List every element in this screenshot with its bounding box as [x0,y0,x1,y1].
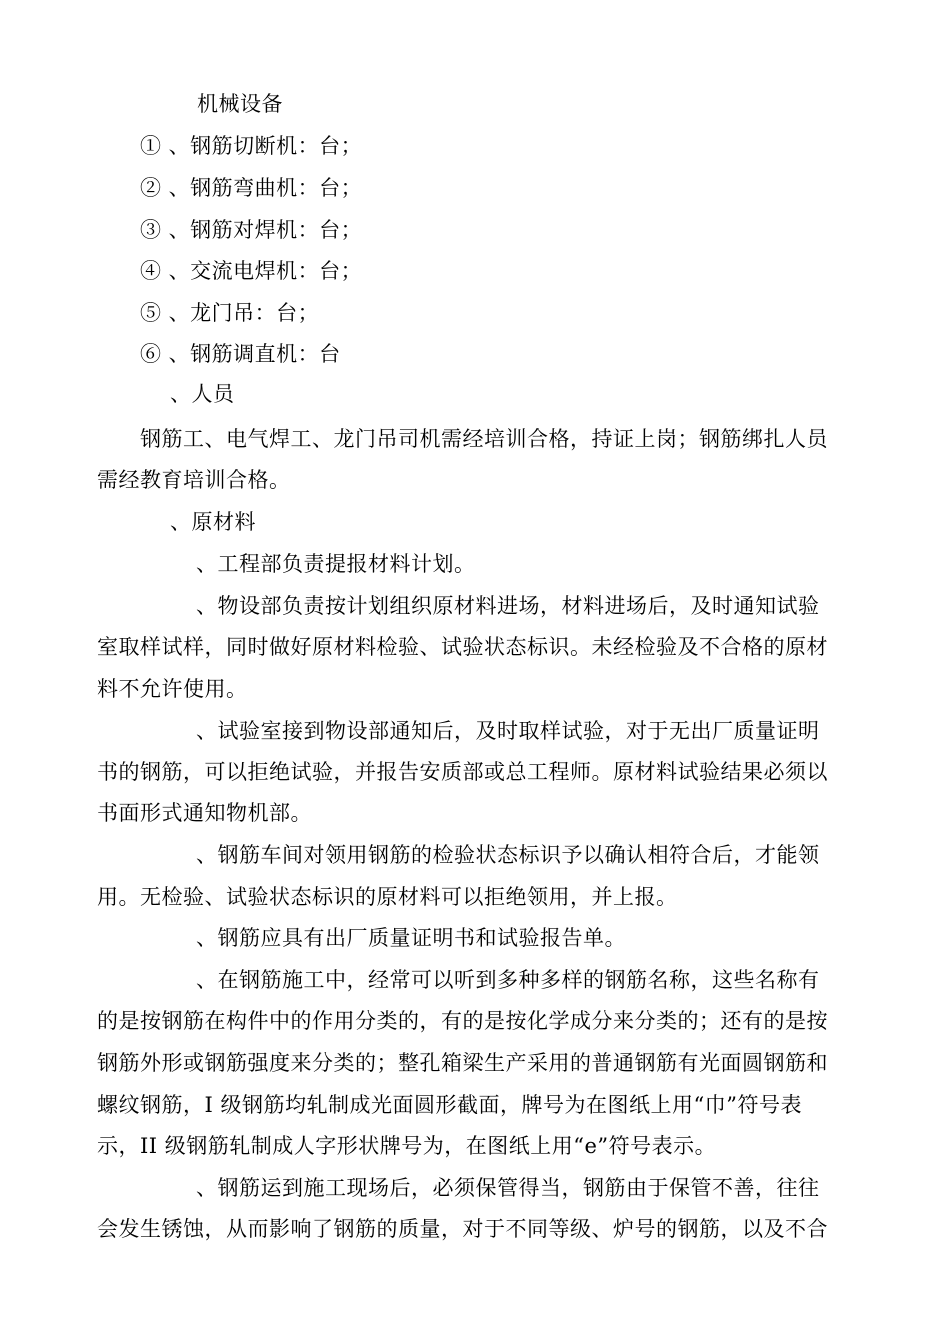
materials-item-6-line-2: 的是按钢筋在构件中的作用分类的，有的是按化学成分来分类的；还有的是按 [97,1009,828,1033]
materials-item-6-line-4: 螺纹钢筋，I 级钢筋均轧制成光面圆形截面，牌号为在图纸上用“巾”符号表 [97,1093,802,1117]
materials-item-2-line-3: 料不允许使用。 [97,677,248,701]
materials-item-5-line-1: 、钢筋应具有出厂质量证明书和试验报告单。 [196,926,626,950]
heading-materials: 、原材料 [170,510,256,534]
materials-item-2-line-1: 、物设部负责按计划组织原材料进场，材料进场后，及时通知试验 [196,594,820,618]
equipment-item-1: ① 、钢筋切断机：台； [140,134,363,158]
materials-item-3-line-1: 、试验室接到物设部通知后，及时取样试验，对于无出厂质量证明 [196,719,820,743]
equipment-item-5: ⑤ 、龙门吊：台； [140,301,320,325]
equipment-item-3: ③ 、钢筋对焊机：台； [140,218,363,242]
personnel-text-line-1: 钢筋工、电气焊工、龙门吊司机需经培训合格，持证上岗；钢筋绑扎人员 [140,427,828,451]
heading-personnel: 、人员 [170,382,235,406]
materials-item-2-line-2: 室取样试样，同时做好原材料检验、试验状态标识。未经检验及不合格的原材 [97,635,828,659]
materials-item-6-line-5: 示，II 级钢筋轧制成人字形状牌号为，在图纸上用“e”符号表示。 [97,1134,717,1158]
materials-item-4-line-2: 用。无检验、试验状态标识的原材料可以拒绝领用，并上报。 [97,885,678,909]
materials-item-3-line-3: 书面形式通知物机部。 [97,801,312,825]
materials-item-6-line-3: 钢筋外形或钢筋强度来分类的；整孔箱梁生产采用的普通钢筋有光面圆钢筋和 [97,1051,828,1075]
equipment-item-4: ④ 、交流电焊机：台； [140,259,363,283]
equipment-item-2: ② 、钢筋弯曲机：台； [140,176,363,200]
materials-item-7-line-2: 会发生锈蚀，从而影响了钢筋的质量，对于不同等级、炉号的钢筋，以及不合 [97,1217,828,1241]
materials-item-6-line-1: 、在钢筋施工中，经常可以听到多种多样的钢筋名称，这些名称有 [196,968,820,992]
materials-item-4-line-1: 、钢筋车间对领用钢筋的检验状态标识予以确认相符合后，才能领 [196,843,820,867]
equipment-item-6: ⑥ 、钢筋调直机：台 [140,342,341,366]
materials-item-1-line-1: 、工程部负责提报材料计划。 [196,552,476,576]
materials-item-7-line-1: 、钢筋运到施工现场后，必须保管得当，钢筋由于保管不善，往往 [196,1176,820,1200]
materials-item-3-line-2: 书的钢筋，可以拒绝试验，并报告安质部或总工程师。原材料试验结果必须以 [97,760,828,784]
personnel-text-line-2: 需经教育培训合格。 [97,468,291,492]
heading-equipment: 机械设备 [197,92,283,116]
